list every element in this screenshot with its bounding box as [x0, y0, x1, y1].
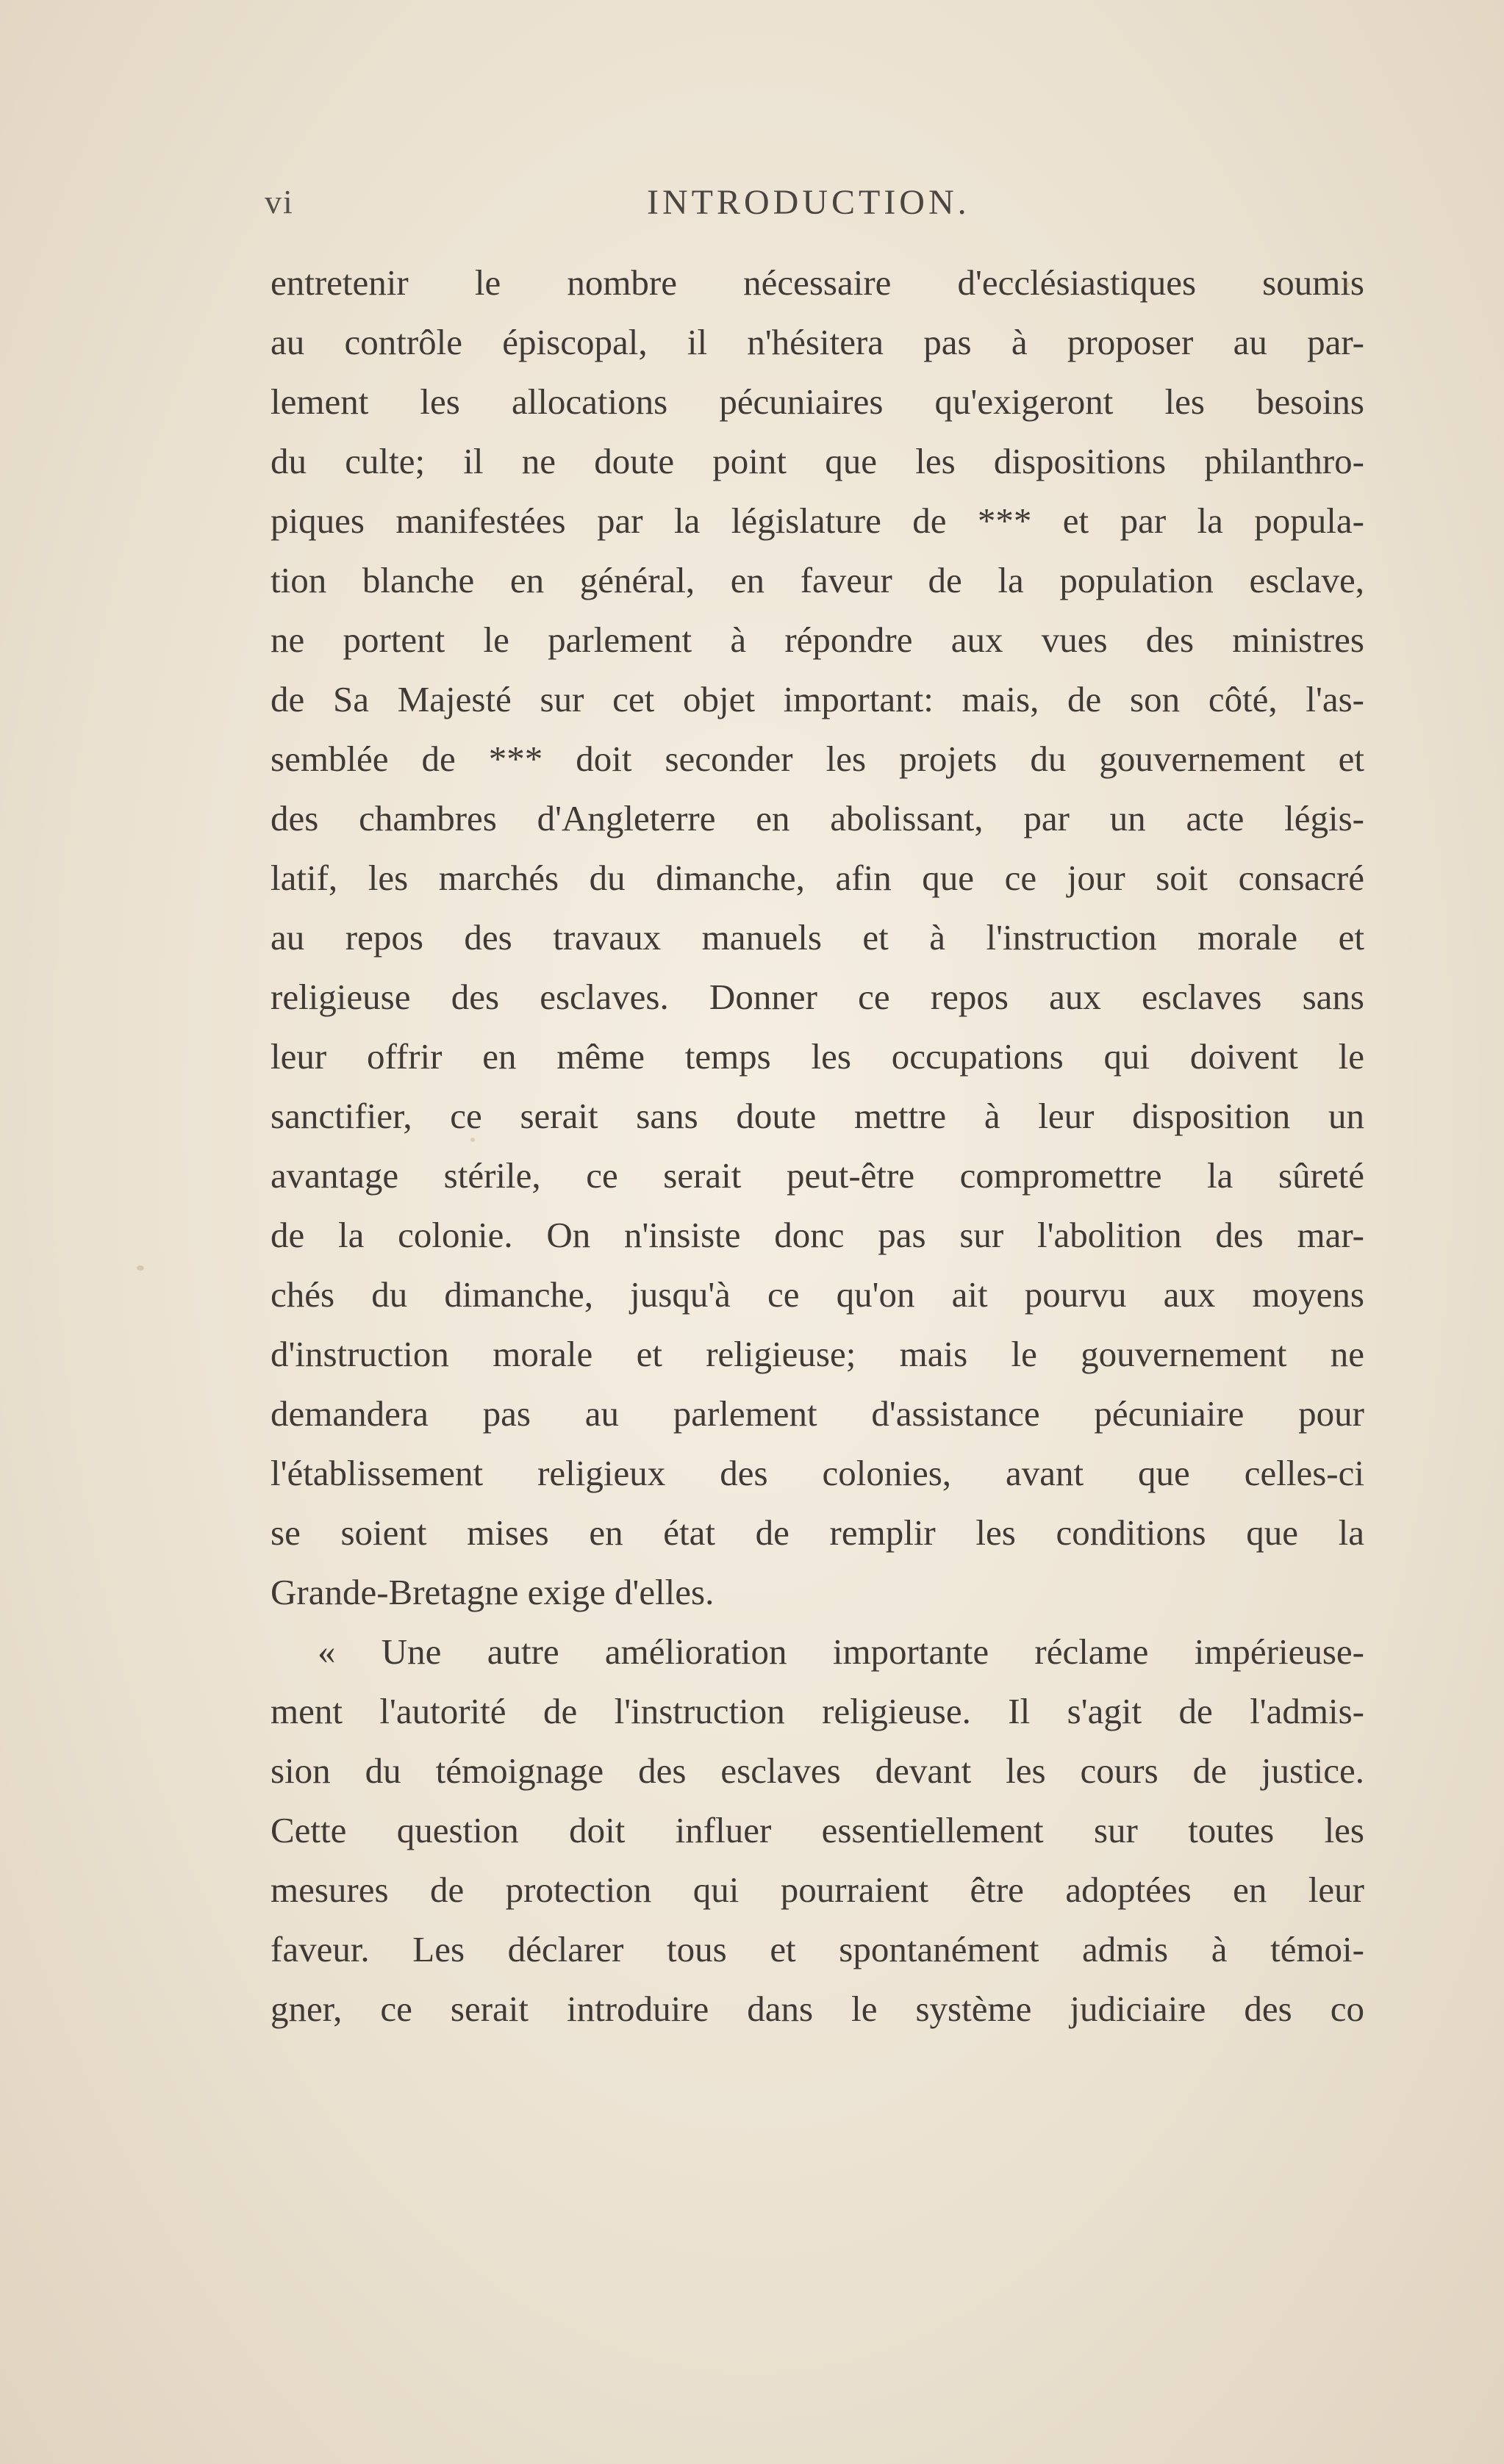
text-line: de la colonie. On n'insiste donc pas sur l'abolition des mar-	[271, 1215, 1364, 1255]
text-line: Cette question doit influer essentiellement sur toutes les	[271, 1810, 1364, 1850]
text-line: mesures de protection qui pourraient être adoptées en leur	[271, 1869, 1364, 1910]
text-line: se soient mises en état de remplir les conditions que la	[271, 1512, 1364, 1553]
text-line: chés du dimanche, jusqu'à ce qu'on ait pourvu aux moyens	[271, 1274, 1364, 1315]
text-line: l'établissement religieux des colonies, avant que celles-ci	[271, 1453, 1364, 1493]
text-line: entretenir le nombre nécessaire d'ecclésiastiques soumis	[271, 262, 1364, 303]
body-text	[271, 253, 1364, 2039]
text-line: ne portent le parlement à répondre aux vues des ministres	[271, 619, 1364, 660]
text-line: leur offrir en même temps les occupations qui doivent le	[271, 1036, 1364, 1077]
text-line: gner, ce serait introduire dans le système judiciaire des co	[271, 1989, 1364, 2029]
text-line: Grande-Bretagne exige d'elles.	[271, 1572, 715, 1612]
text-line: d'instruction morale et religieuse; mais le gouvernement ne	[271, 1334, 1364, 1374]
text-line: ment l'autorité de l'instruction religieuse. Il s'agit de l'admis-	[271, 1691, 1364, 1731]
paper-stain	[1344, 281, 1350, 287]
paper-stain	[470, 1138, 475, 1142]
text-line: demandera pas au parlement d'assistance pécuniaire pour	[271, 1393, 1364, 1434]
text-line: « Une autre amélioration importante réclame impérieuse-	[318, 1631, 1364, 1672]
text-line: sion du témoignage des esclaves devant les cours de justice.	[271, 1750, 1364, 1791]
text-line: faveur. Les déclarer tous et spontanément admis à témoi-	[271, 1929, 1364, 1969]
text-line: tion blanche en général, en faveur de la population esclave,	[271, 560, 1364, 600]
running-head	[265, 182, 1367, 234]
text-line: du culte; il ne doute point que les dispositions philanthro-	[271, 441, 1364, 481]
text-line: lement les allocations pécuniaires qu'exigeront les besoins	[271, 381, 1364, 422]
text-line: avantage stérile, ce serait peut-être compromettre la sûreté	[271, 1155, 1364, 1196]
text-line: religieuse des esclaves. Donner ce repos aux esclaves sans	[271, 977, 1364, 1017]
text-line: de Sa Majesté sur cet objet important: mais, de son côté, l'as-	[271, 679, 1364, 719]
text-line: au contrôle épiscopal, il n'hésitera pas à proposer au par-	[271, 322, 1364, 362]
text-line: sanctifier, ce serait sans doute mettre à leur disposition un	[271, 1096, 1364, 1136]
text-line: semblée de *** doit seconder les projets du gouvernement et	[271, 739, 1364, 779]
running-title: INTRODUCTION.	[647, 183, 970, 222]
paper-stain	[137, 1265, 144, 1271]
text-line: au repos des travaux manuels et à l'instruction morale et	[271, 917, 1364, 958]
text-line: latif, les marchés du dimanche, afin que ce jour soit consacré	[271, 858, 1364, 898]
text-line: des chambres d'Angleterre en abolissant, par un acte légis-	[271, 798, 1364, 838]
page-number: vi	[265, 183, 294, 220]
text-line: piques manifestées par la législature de *** et par la popula-	[271, 500, 1364, 541]
